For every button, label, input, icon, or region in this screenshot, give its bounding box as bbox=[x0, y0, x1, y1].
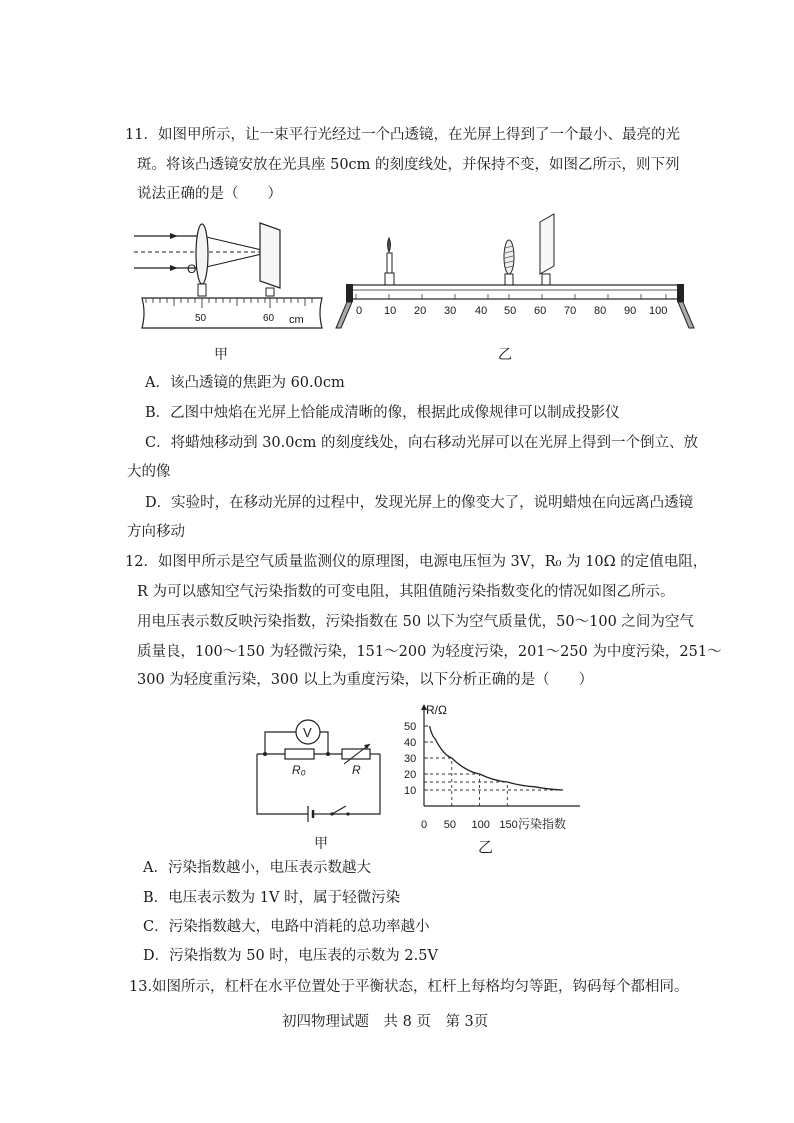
candle-stand bbox=[385, 273, 394, 285]
light-screen bbox=[260, 223, 280, 288]
ray-arrow bbox=[170, 265, 178, 271]
caption-jia-11: 甲 bbox=[214, 347, 228, 363]
lens-stand bbox=[198, 284, 206, 296]
y-axis-label: R/Ω bbox=[426, 703, 447, 717]
q11-option-c-line-2: 大的像 bbox=[127, 464, 171, 480]
bench-tick-0: 0 bbox=[356, 305, 363, 317]
switch bbox=[332, 806, 346, 814]
q12-stem-line-1: 12．如图甲所示是空气质量监测仪的原理图，电源电压恒为 3V，R₀ 为 10Ω 的定值电阻， bbox=[125, 554, 708, 570]
page-footer: 初四物理试题 共 8 页 第 3页 bbox=[282, 1014, 489, 1030]
q11-option-c-line-1: C．将蜡烛移动到 30.0cm 的刻度线处，向右移动光屏可以在光屏上得到一个倒立、放 bbox=[145, 435, 698, 451]
q11-option-b: B．乙图中烛焰在光屏上恰能成清晰的像，根据此成像规律可以制成投影仪 bbox=[145, 405, 620, 421]
y-tick-label: 50 bbox=[404, 721, 417, 733]
variable-resistor-r bbox=[342, 749, 370, 759]
q12-option-b: B．电压表示数为 1V 时，属于轻微污染 bbox=[143, 890, 401, 906]
unit-cm: cm bbox=[289, 314, 304, 326]
bench-tick-30: 30 bbox=[444, 305, 457, 317]
q12-stem-line-5: 300 为轻度重污染，300 以上为重度污染，以下分析正确的是（ ） bbox=[137, 672, 594, 688]
bench-end-left bbox=[346, 284, 353, 302]
q12-stem-line-2: R 为可以感知空气污染指数的可变电阻，其阻值随污染指数变化的情况如图乙所示。 bbox=[137, 584, 675, 600]
voltmeter-label: V bbox=[303, 725, 312, 740]
resistor-r0 bbox=[285, 749, 314, 759]
label-o: O bbox=[187, 262, 197, 276]
q12-option-c: C．污染指数越大，电路中消耗的总功率越小 bbox=[143, 919, 430, 935]
lens-stand bbox=[505, 274, 513, 285]
bench-screen bbox=[540, 214, 554, 274]
x-tick-label: 0 bbox=[421, 819, 428, 831]
y-tick-label: 30 bbox=[404, 753, 417, 765]
q11-option-d-line-2: 方向移动 bbox=[127, 524, 185, 540]
q11-stem-line-1: 11．如图甲所示，让一束平行光经过一个凸透镜，在光屏上得到了一个最小、最亮的光 bbox=[125, 127, 680, 143]
x-tick-label: 100 bbox=[471, 819, 490, 831]
candle-flame bbox=[388, 238, 391, 252]
r-label: R bbox=[352, 763, 361, 777]
q12-circuit-jia bbox=[252, 710, 392, 830]
bench-leg-left bbox=[336, 302, 352, 328]
q11-option-d-line-1: D．实验时，在移动光屏的过程中，发现光屏上的像变大了，说明蜡烛在向远离凸透镜 bbox=[145, 495, 694, 511]
bench-tick-20: 20 bbox=[414, 305, 427, 317]
ray-arrow bbox=[170, 233, 178, 239]
bench-tick-90: 90 bbox=[624, 305, 637, 317]
q11-figure-jia bbox=[132, 218, 328, 336]
q11-stem-line-3: 说法正确的是（ ） bbox=[137, 186, 282, 202]
q11-option-a: A．该凸透镜的焦距为 60.0cm bbox=[145, 375, 345, 391]
bench-tick-100: 100 bbox=[649, 305, 668, 317]
bench-tick-40: 40 bbox=[475, 305, 488, 317]
circuit-wires bbox=[257, 732, 380, 814]
switch-contact bbox=[346, 812, 349, 815]
bench-tick-70: 70 bbox=[564, 305, 577, 317]
junction bbox=[263, 752, 267, 756]
convex-lens bbox=[196, 224, 208, 284]
q12-option-a: A．污染指数越小，电压表示数越大 bbox=[143, 860, 371, 876]
tick-label-50: 50 bbox=[195, 313, 207, 324]
bench-rail bbox=[350, 285, 680, 299]
r0-label: R₀ bbox=[292, 763, 306, 777]
q12-option-d: D．污染指数为 50 时，电压表的示数为 2.5V bbox=[143, 948, 438, 964]
tick-label-60: 60 bbox=[263, 313, 275, 324]
q12-graph-yi bbox=[402, 700, 602, 855]
bench-tick-60: 60 bbox=[534, 305, 547, 317]
q11-stem-line-2: 斑。将该凸透镜安放在光具座 50cm 的刻度线处，并保持不变，如图乙所示，则下列 bbox=[137, 157, 680, 173]
bench-tick-10: 10 bbox=[384, 305, 397, 317]
q13-stem-line-1: 13.如图所示，杠杆在水平位置处于平衡状态，杠杆上每格均匀等距，钩码每个都相同。 bbox=[129, 979, 689, 995]
x-tick-label: 150 bbox=[499, 819, 518, 831]
q12-stem-line-3: 用电压表示数反映污染指数，污染指数在 50 以下为空气质量优，50～100 之间为空气 bbox=[137, 614, 694, 630]
candle-body bbox=[387, 253, 392, 273]
screen-stand bbox=[266, 288, 274, 296]
screen-stand bbox=[542, 274, 550, 285]
q11-figure-yi bbox=[334, 210, 698, 334]
y-tick-label: 40 bbox=[404, 737, 417, 749]
y-tick-label: 10 bbox=[404, 785, 417, 797]
bench-tick-80: 80 bbox=[594, 305, 607, 317]
caption-jia-12: 甲 bbox=[314, 836, 328, 852]
x-axis-label: 污染指数 bbox=[518, 817, 567, 831]
caption-yi-11: 乙 bbox=[498, 347, 512, 363]
bench-tick-50: 50 bbox=[504, 305, 517, 317]
bench-leg-right bbox=[678, 302, 694, 328]
bench-tick-labels bbox=[356, 305, 667, 317]
y-tick-label: 20 bbox=[404, 769, 417, 781]
x-tick-label: 50 bbox=[443, 819, 457, 831]
bench-end-right bbox=[677, 284, 684, 302]
q12-stem-line-4: 质量良，100～150 为轻微污染，151～200 为轻度污染，201～250 为中度污染，251～ bbox=[137, 644, 722, 660]
caption-yi-12: 乙 bbox=[478, 839, 494, 855]
switch-pivot bbox=[330, 812, 333, 815]
junction bbox=[326, 752, 330, 756]
